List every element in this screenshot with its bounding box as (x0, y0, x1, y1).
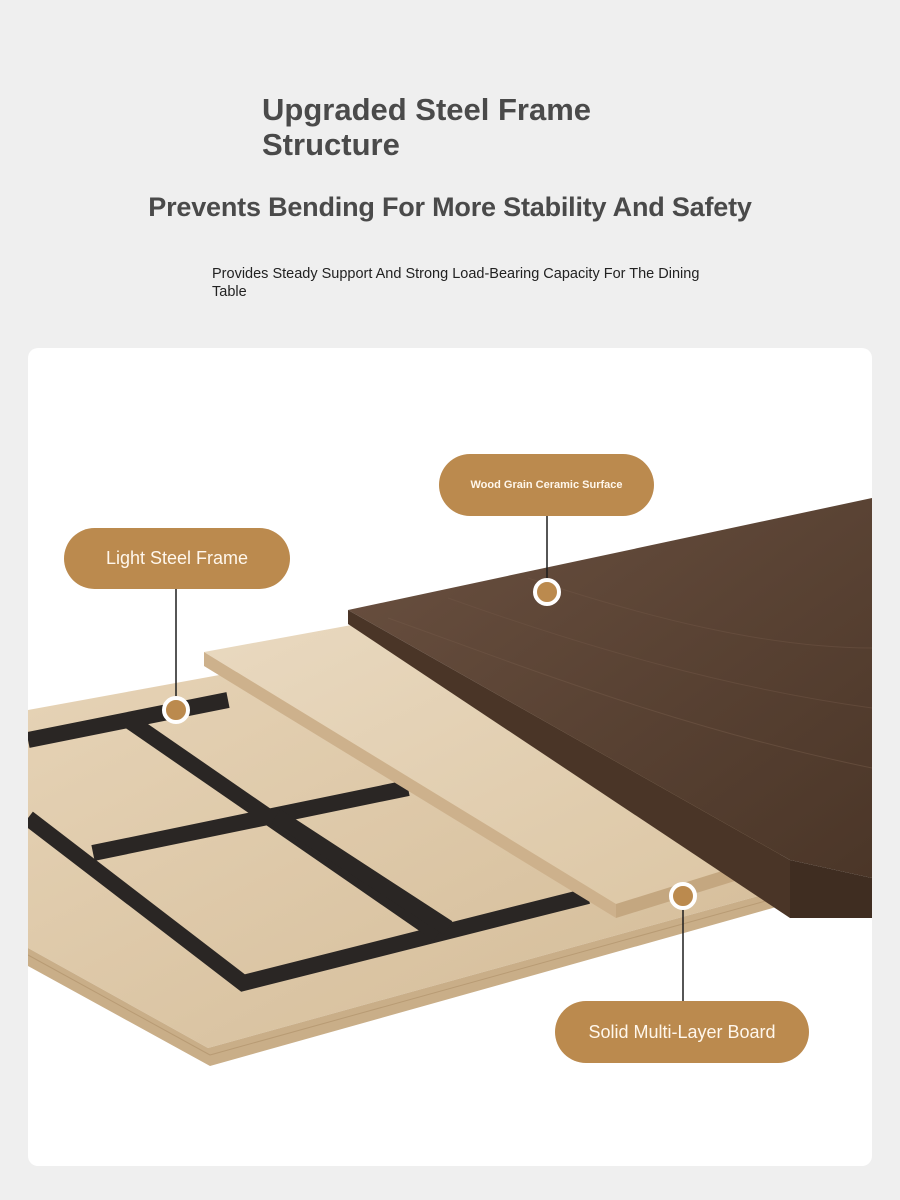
page-description: Provides Steady Support And Strong Load-Bearing Capacity For The Dining Table (212, 266, 700, 300)
page-title: Upgraded Steel Frame Structure (262, 92, 592, 162)
callout-ceramic-surface: Wood Grain Ceramic Surface (439, 454, 654, 516)
callout-light-steel-frame: Light Steel Frame (64, 528, 290, 589)
page-subtitle: Prevents Bending For More Stability And Safety (148, 192, 752, 222)
product-illustration-panel (28, 348, 872, 1166)
callout-multi-layer-board: Solid Multi-Layer Board (555, 1001, 809, 1063)
